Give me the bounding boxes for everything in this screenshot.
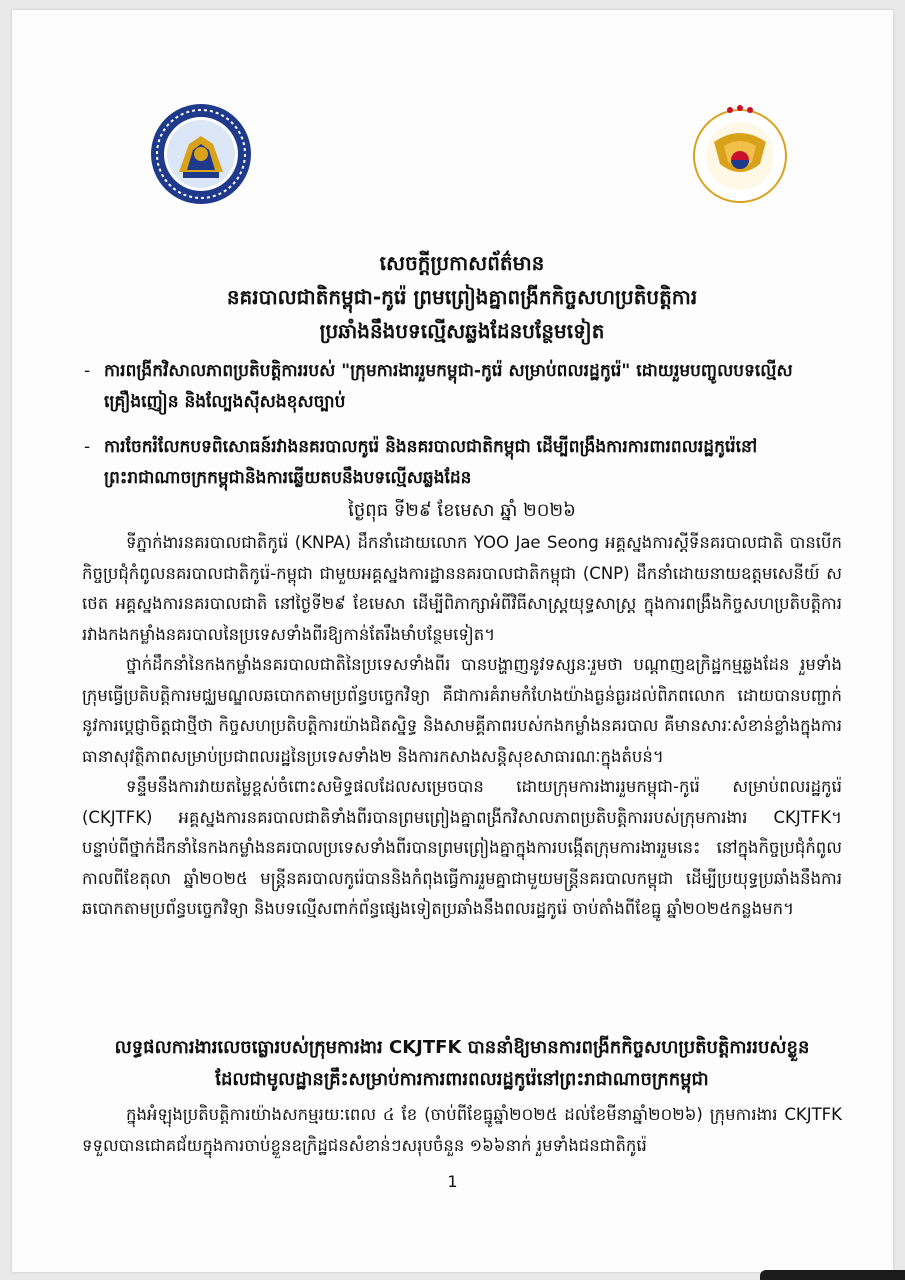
title-line-1: សេចក្តីប្រកាសព័ត៌មាន	[379, 251, 545, 275]
body-text	[82, 528, 842, 925]
title-line-2: នគរបាលជាតិកម្ពុជា-កូរ៉េ ព្រមព្រៀងគ្នាពង្រីកកិច្ចសហប្រតិបត្តិការ	[226, 285, 698, 309]
section-heading-line-1: លទ្ធផលការងារលេចធ្លោរបស់ក្រុមការងារ CKJTFK បាននាំឱ្យមានការពង្រីកកិច្ចសហប្រតិបត្តិការរបស់ខ្លួន	[114, 1037, 810, 1058]
paragraph-2: ថ្នាក់ដឹកនាំនៃកងកម្លាំងនគរបាលជាតិនៃប្រទេសទាំងពីរ បានបង្ហាញនូវទស្សនៈរួមថា បណ្តាញឧក្រិដ្ឋកម្មឆ្លងដែន រួមទាំងក្រុមធ្វើប្រតិបត្តិការមជ្ឈមណ្ឌលឆបោកតាមប្រព័ន្ធបច្ចេកវិទ្យា គឺជាការគំរាមកំហែងយ៉ាងធ្ងន់ធ្ងរដល់ពិភពលោក ដោយបានបញ្ជាក់នូវការប្តេជ្ញាចិត្តជាថ្មីថា កិច្ចសហប្រតិបត្តិការយ៉ាងជិតស្និទ្ធ និងសាមគ្គីភាពរបស់កងកម្លាំងនគរបាល គឺមានសារៈសំខាន់ខ្លាំងក្នុងការធានាសុវត្ថិភាពសម្រាប់ប្រជាពលរដ្ឋនៃប្រទេសទាំង២ និងការកសាងសន្តិសុខសាធារណៈក្នុងតំបន់។	[82, 655, 842, 766]
document-page	[12, 10, 893, 1272]
screen-corner	[760, 1270, 905, 1280]
paragraph-4: ក្នុងអំឡុងប្រតិបត្តិការយ៉ាងសកម្មរយៈពេល ៤ ខែ (ចាប់ពីខែធ្នូឆ្នាំ២០២៥ ដល់ខែមីនាឆ្នាំ២០២៦) ក្រុមការងារ CKJTFK ទទួលបានជោគជ័យក្នុងការចាប់ខ្លួនឧក្រិដ្ឋជនសំខាន់ៗសរុបចំនួន ១៦៦នាក់ រួមទាំងជនជាតិកូរ៉េ	[82, 1105, 842, 1155]
paragraph-1: ទីភ្នាក់ងារនគរបាលជាតិកូរ៉េ (KNPA) ដឹកនាំដោយលោក YOO Jae Seong អគ្គស្នងការស្តីទីនគរបាលជាតិ បានបើកកិច្ចប្រជុំកំពូលនគរបាលជាតិកូរ៉េ-កម្ពុជា ជាមួយអគ្គស្នងការដ្ឋាននគរបាលជាតិកម្ពុជា (CNP) ដឹកនាំដោយនាយឧត្តមសេនីយ៍ ស ថេត អគ្គស្នងការនគរបាលជាតិ នៅថ្ងៃទី២៩ ខែមេសា ដើម្បីពិភាក្សាអំពីវិធីសាស្ត្រយុទ្ធសាស្ត្រ ក្នុងការពង្រឹងកិច្ចសហប្រតិបត្តិការរវាងកងកម្លាំងនគរបាលនៃប្រទេសទាំងពីរឱ្យកាន់តែរឹងមាំបន្ថែមទៀត។	[82, 533, 842, 644]
release-date: ថ្ងៃពុធ ទី២៩ ខែមេសា ឆ្នាំ ២០២៦	[348, 500, 576, 521]
bullet-item-2	[84, 432, 854, 494]
final-paragraph	[82, 1100, 842, 1161]
bullet-text-1: ការពង្រីកវិសាលភាពប្រតិបត្តិការរបស់ "ក្រុមការងាររួមកម្ពុជា-កូរ៉េ សម្រាប់ពលរដ្ឋកូរ៉េ" ដោយរួមបញ្ចូលបទល្មើសគ្រឿងញៀន និងល្បែងស៊ីសងខុសច្បាប់	[104, 361, 793, 412]
korean-police-logo	[690, 102, 790, 206]
page-number: 1	[447, 1172, 458, 1191]
bullet-item-1	[84, 356, 854, 418]
press-release-title	[82, 246, 842, 348]
bullet-dash: -	[84, 437, 91, 457]
paragraph-3: ទន្ទឹមនឹងការវាយតម្លៃខ្ពស់ចំពោះសមិទ្ធផលដែលសម្រេចបាន ដោយក្រុមការងាររួមកម្ពុជា-កូរ៉េ សម្រាប់ពលរដ្ឋកូរ៉េ (CKJTFK) អគ្គស្នងការនគរបាលជាតិទាំងពីរបានព្រមព្រៀងគ្នាពង្រីកវិសាលភាពប្រតិបត្តិការរបស់ក្រុមការងារ CKJTFK។ បន្ទាប់ពីថ្នាក់ដឹកនាំនៃកងកម្លាំងនគរបាលប្រទេសទាំងពីរបានព្រមព្រៀងគ្នាក្នុងការបង្កើតក្រុមការងាររួមនេះ នៅក្នុងកិច្ចប្រជុំកំពូល កាលពីខែតុលា ឆ្នាំ២០២៥ មន្ត្រីនគរបាលកូរ៉េបាននិងកំពុងធ្វើការរួមគ្នាជាមួយមន្ត្រីនគរបាលកម្ពុជា ដើម្បីប្រយុទ្ធប្រឆាំងនឹងការឆបោកតាមប្រព័ន្ធបច្ចេកវិទ្យា និងបទល្មើសពាក់ព័ន្ធផ្សេងទៀតប្រឆាំងនឹងពលរដ្ឋកូរ៉េ ចាប់តាំងពីខែធ្នូ ឆ្នាំ២០២៥កន្លងមក។	[82, 777, 842, 918]
section-heading-line-2: ដែលជាមូលដ្ឋានគ្រឹះសម្រាប់ការការពារពលរដ្ឋកូរ៉េនៅព្រះរាជាណាចក្រកម្ពុជា	[215, 1069, 709, 1090]
bullet-text-2: ការចែករំលែកបទពិសោធន៍រវាងនគរបាលកូរ៉េ និងនគរបាលជាតិកម្ពុជា ដើម្បីពង្រឹងការការពារពលរដ្ឋកូរ៉េនៅព្រះរាជាណាចក្រកម្ពុជានិងការឆ្លើយតបនឹងបទល្មើសឆ្លងដែន	[104, 437, 758, 488]
cambodia-police-logo	[149, 102, 253, 206]
title-line-3: ប្រឆាំងនឹងបទល្មើសឆ្លងដែនបន្ថែមទៀត	[319, 319, 605, 343]
bullet-dash: -	[84, 361, 91, 381]
section-heading	[82, 1032, 842, 1096]
